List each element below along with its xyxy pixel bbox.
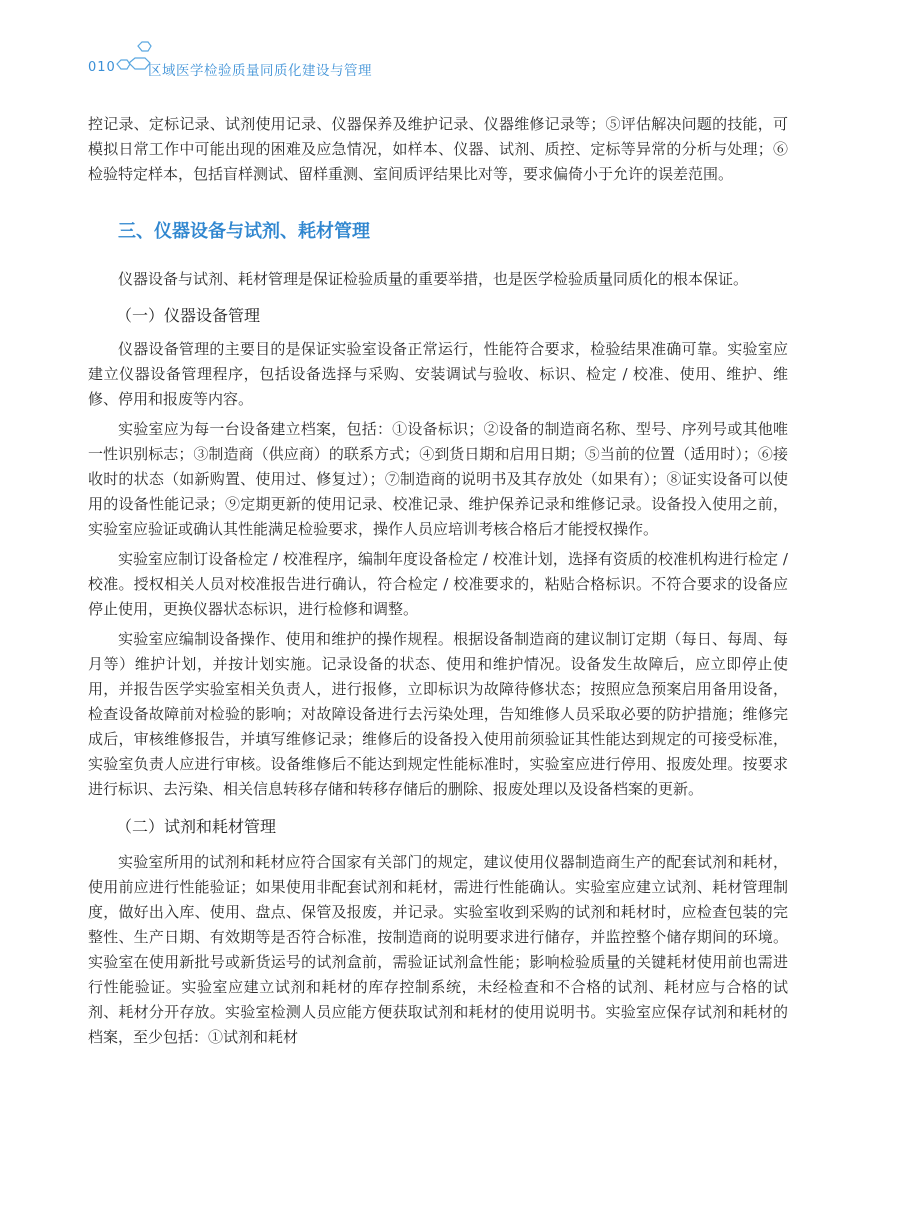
subsection-1-paragraph-4: 实验室应编制设备操作、使用和维护的操作规程。根据设备制造商的建议制订定期（每日、每周、每月等）维护计划，并按计划实施。记录设备的状态、使用和维护情况。设备发生故障后，应立即停止使用，并报告医学实验室相关负责人，进行报修，立即标识为故障待修状态；按照应急预案启用备用设备，检查设备故障前对检验的影响；对故障设备进行去污染处理，告知维修人员采取必要的防护措施；维修完成后，审核维修报告，并填写维修记录；维修后的设备投入使用前须验证其性能达到规定的可接受标准，实验室负责人应进行审核。设备维修后不能达到规定性能标准时，实验室应进行停用、报废处理。按要求进行标识、去污染、相关信息转移存储和转移存储后的删除、报废处理以及设备档案的更新。 (88, 630, 788, 798)
section-3-intro: 仪器设备与试剂、耗材管理是保证检验质量的重要举措，也是医学检验质量同质化的根本保证。 (118, 270, 749, 288)
subsection-1-paragraph-1: 仪器设备管理的主要目的是保证实验室设备正常运行，性能符合要求，检验结果准确可靠。实验室应建立仪器设备管理程序，包括设备选择与采购、安装调试与验收、标识、检定 / 校准、使用、维护、维修、停用和报废等内容。 (88, 340, 788, 408)
paragraph-intro: 控记录、定标记录、试剂使用记录、仪器保养及维护记录、仪器维修记录等；⑤评估解决问题的技能，可模拟日常工作中可能出现的困难及应急情况，如样本、仪器、试剂、质控、定标等异常的分析与处理；⑥检验特定样本，包括盲样测试、留样重测、室间质评结果比对等，要求偏倚小于允许的误差范围。 (88, 115, 788, 183)
book-title: 区域医学检验质量同质化建设与管理 (148, 63, 372, 79)
subsection-2-paragraph-1: 实验室所用的试剂和耗材应符合国家有关部门的规定，建议使用仪器制造商生产的配套试剂和耗材，使用前应进行性能验证；如果使用非配套试剂和耗材，需进行性能确认。实验室应建立试剂、耗材管理制度，做好出入库、使用、盘点、保管及报废，并记录。实验室收到采购的试剂和耗材时，应检查包装的完整性、生产日期、有效期等是否符合标准，按制造商的说明要求进行储存，并监控整个储存期间的环境。实验室在使用新批号或新货运号的试剂盒前，需验证试剂盒性能；影响检验质量的关键耗材使用前也需进行性能验证。实验室应建立试剂和耗材的库存控制系统，未经检查和不合格的试剂、耗材应与合格的试剂、耗材分开存放。实验室检测人员应能方便获取试剂和耗材的使用说明书。实验室应保存试剂和耗材的档案，至少包括：①试剂和耗材 (88, 853, 788, 1046)
page-header (88, 38, 508, 80)
main-content (88, 112, 788, 1050)
subsection-1-paragraph-2: 实验室应为每一台设备建立档案，包括：①设备标识；②设备的制造商名称、型号、序列号或其他唯一性识别标志；③制造商（供应商）的联系方式；④到货日期和启用日期；⑤当前的位置（适用时）；⑥接收时的状态（如新购置、使用过、修复过）；⑦制造商的说明书及其存放处（如果有）；⑧证实设备可以使用的设备性能记录；⑨定期更新的使用记录、校准记录、维护保养记录和维修记录。设备投入使用之前，实验室应验证或确认其性能满足检验要求，操作人员应培训考核合格后才能授权操作。 (88, 420, 788, 538)
subsection-heading-1: （一）仪器设备管理 (116, 306, 261, 325)
hexagon-logo-icon (116, 38, 152, 78)
section-heading-3: 三、仪器设备与试剂、耗材管理 (118, 221, 370, 242)
page-number: 010 (88, 60, 116, 75)
subsection-heading-2: （二）试剂和耗材管理 (116, 817, 277, 836)
subsection-1-paragraph-3: 实验室应制订设备检定 / 校准程序，编制年度设备检定 / 校准计划，选择有资质的校准机构进行检定 / 校准。授权相关人员对校准报告进行确认，符合检定 / 校准要求的，粘贴合格标识。不符合要求的设备应停止使用，更换仪器状态标识，进行检修和调整。 (88, 550, 788, 618)
